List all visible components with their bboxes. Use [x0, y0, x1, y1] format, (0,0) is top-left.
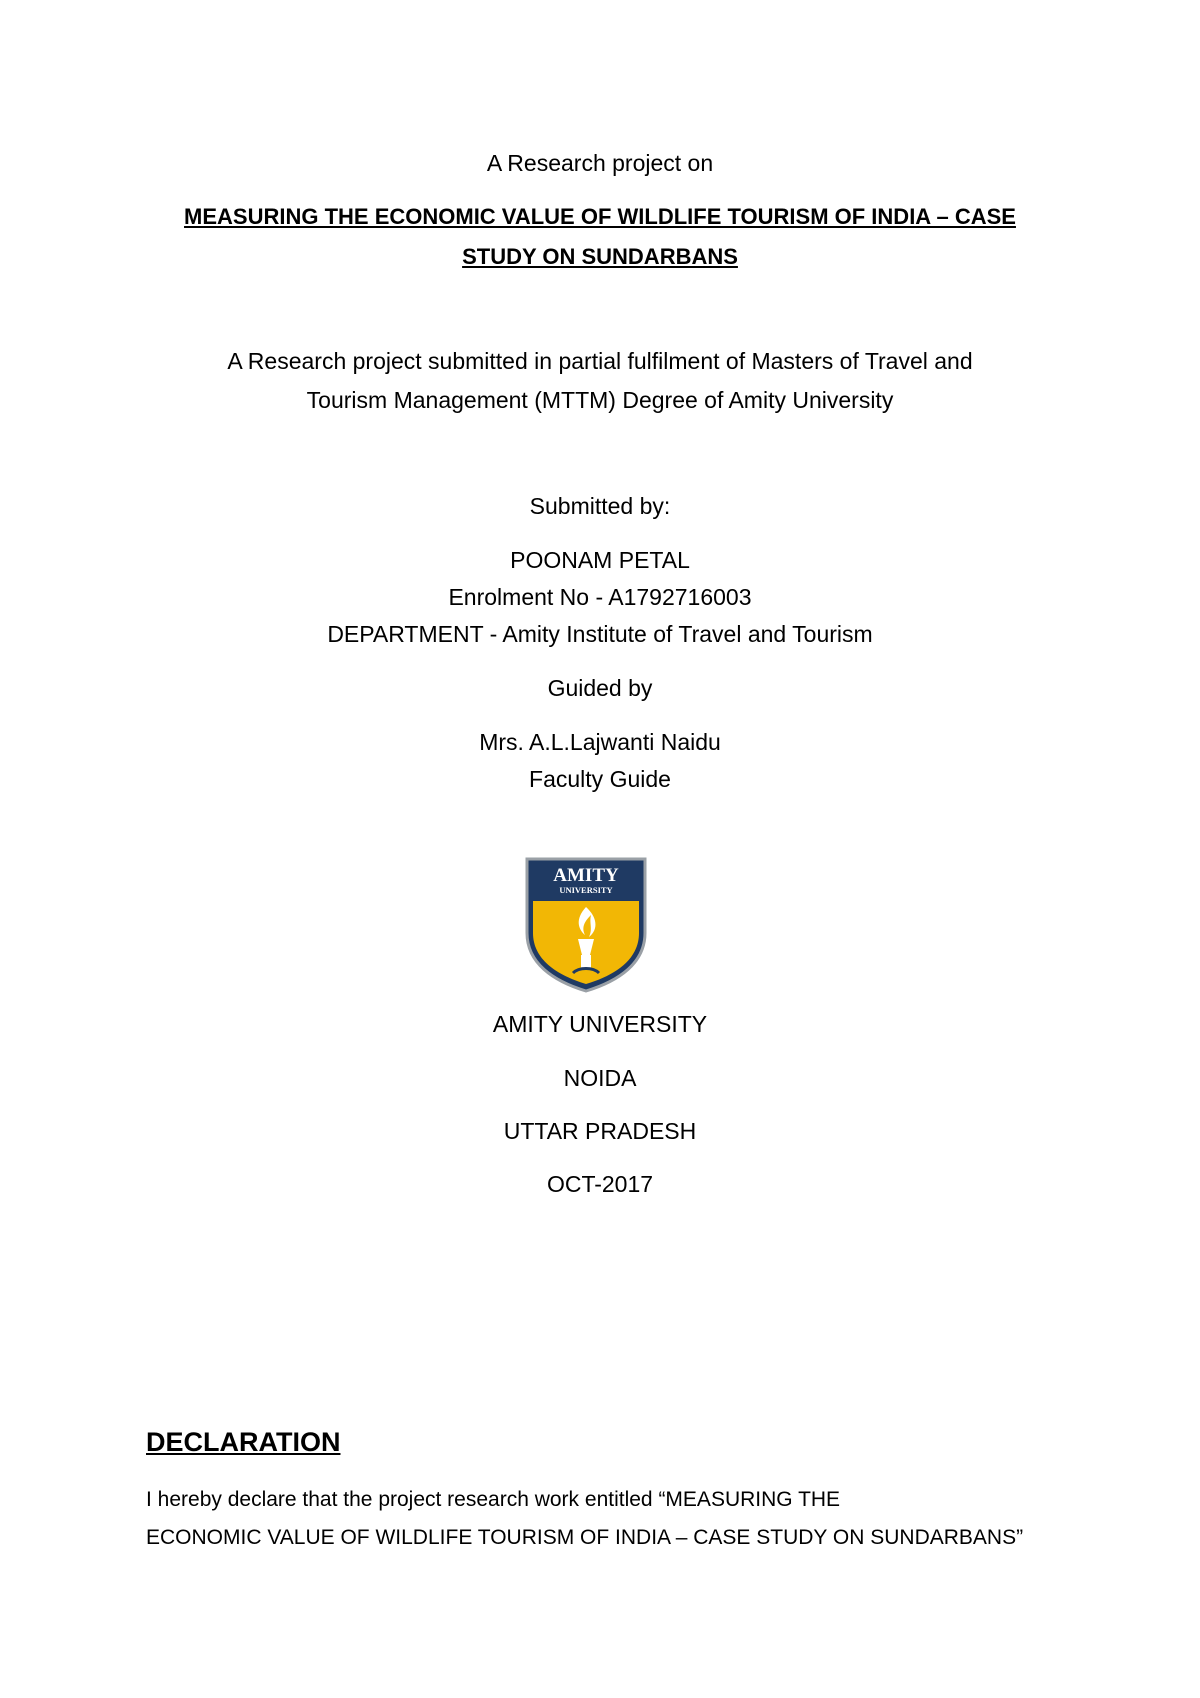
title-line-1: MEASURING THE ECONOMIC VALUE OF WILDLIFE TOURISM OF INDIA – CASE	[184, 204, 1016, 229]
institution-city: NOIDA	[563, 1065, 637, 1091]
enrolment-number: Enrolment No - A1792716003	[448, 584, 752, 610]
submission-line-1: A Research project submitted in partial fulfilment of Masters of Travel and	[227, 348, 973, 374]
logo-text-university: UNIVERSITY	[559, 885, 613, 895]
submitted-by-label: Submitted by:	[529, 493, 671, 519]
student-name: POONAM PETAL	[510, 547, 690, 573]
declaration-heading: DECLARATION	[146, 1427, 341, 1457]
intro-text: A Research project on	[486, 150, 714, 176]
guide-name: Mrs. A.L.Lajwanti Naidu	[479, 729, 721, 755]
institution-name: AMITY UNIVERSITY	[492, 1011, 708, 1037]
guided-by-label: Guided by	[547, 675, 653, 701]
declaration-line-1: I hereby declare that the project research work entitled “MEASURING THE	[146, 1488, 841, 1511]
amity-university-logo	[523, 855, 649, 993]
declaration-line-2: ECONOMIC VALUE OF WILDLIFE TOURISM OF INDIA – CASE STUDY ON SUNDARBANS”	[146, 1526, 1024, 1549]
logo-text-amity: AMITY	[553, 865, 619, 886]
department: DEPARTMENT - Amity Institute of Travel and Tourism	[327, 621, 873, 647]
submission-line-2: Tourism Management (MTTM) Degree of Amity University	[306, 387, 894, 413]
guide-role: Faculty Guide	[529, 766, 671, 792]
submission-date: OCT-2017	[546, 1171, 654, 1197]
institution-state: UTTAR PRADESH	[503, 1118, 697, 1144]
title-line-2: STUDY ON SUNDARBANS	[462, 244, 738, 269]
